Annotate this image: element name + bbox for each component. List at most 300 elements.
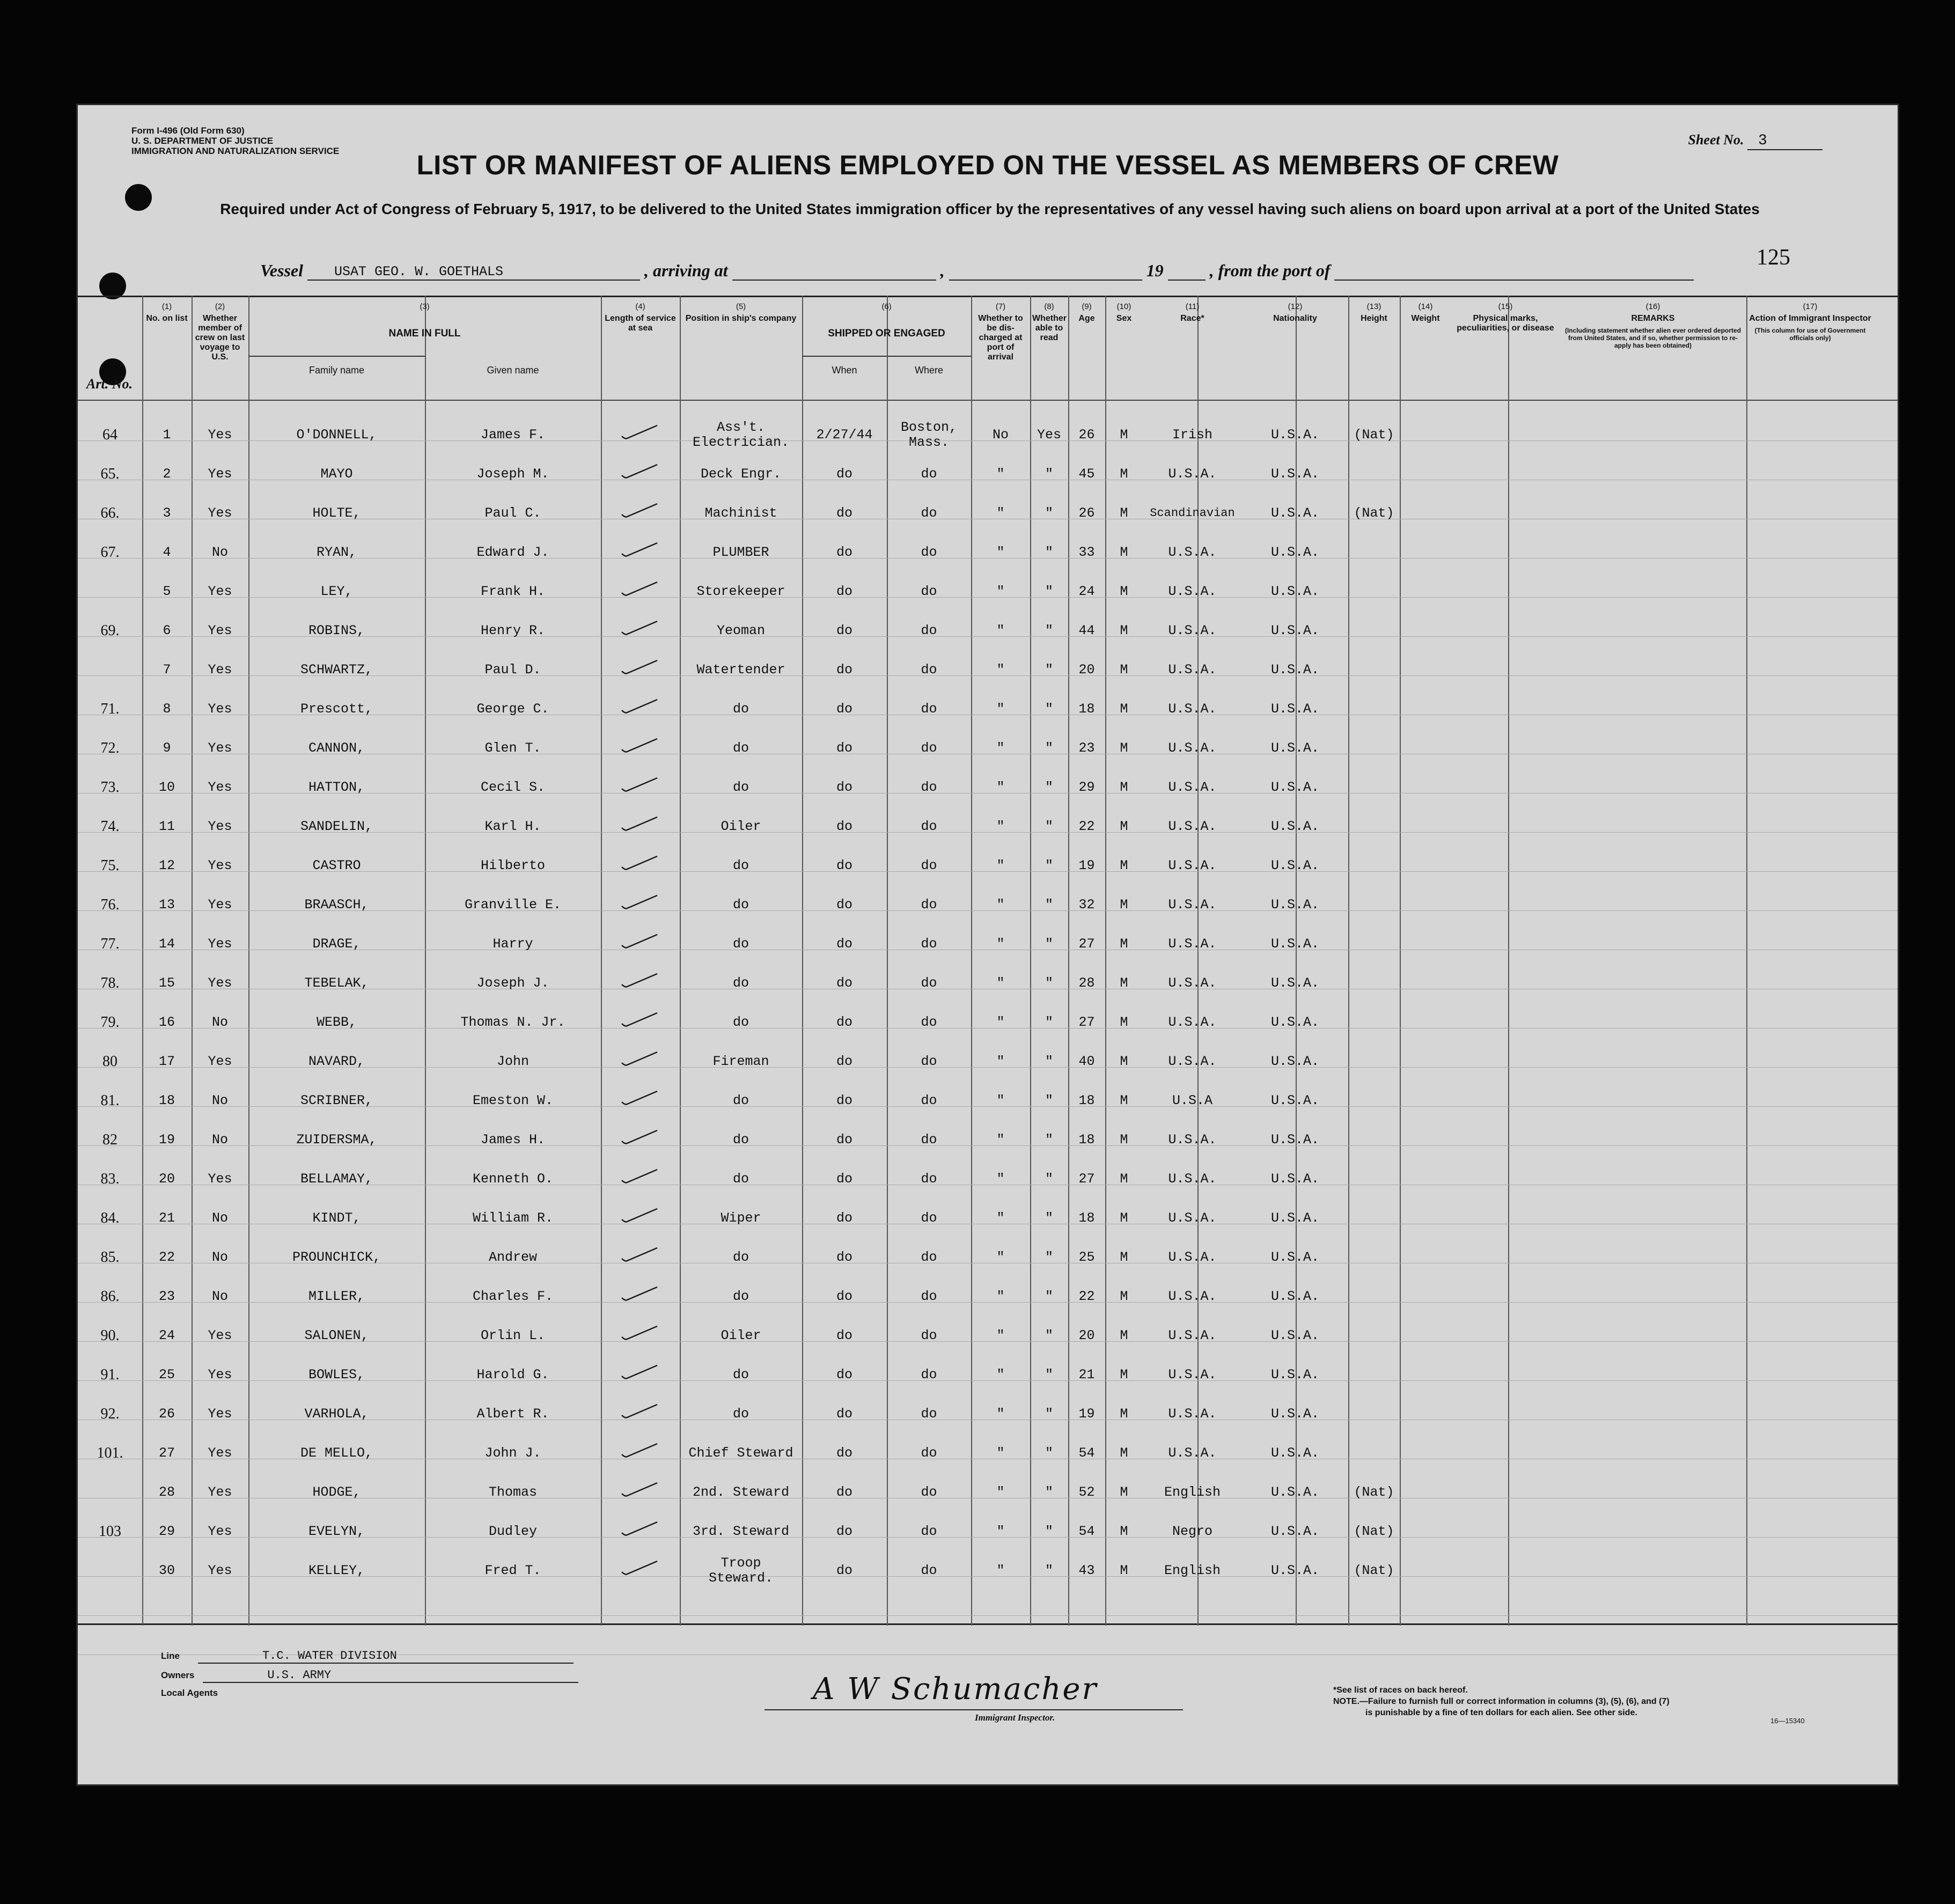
- cell-when: do: [836, 623, 852, 638]
- cell-given: William R.: [472, 1210, 554, 1226]
- cell-race: U.S.A.: [1168, 1015, 1217, 1030]
- column-rule: [1068, 296, 1069, 1626]
- cell-race: U.S.A.: [1168, 975, 1217, 991]
- cell-when: do: [836, 858, 852, 873]
- service-check-mark: [620, 1402, 659, 1421]
- cell-where: do: [921, 1367, 937, 1383]
- cell-disch: ": [996, 1524, 1005, 1539]
- cell-family: CANNON,: [308, 740, 365, 756]
- cell-given: Dudley: [488, 1524, 537, 1539]
- cell-where: do: [921, 1563, 937, 1578]
- cell-where: do: [921, 466, 937, 482]
- cell-sex: M: [1120, 740, 1128, 756]
- local-agents-label: Local Agents: [161, 1688, 218, 1698]
- cell-where: do: [921, 1210, 937, 1226]
- cell-family: KINDT,: [312, 1210, 361, 1226]
- cell-height: (Nat): [1354, 505, 1394, 521]
- cell-prev: Yes: [208, 1484, 232, 1500]
- cell-when: do: [836, 584, 852, 599]
- cell-where: do: [921, 662, 937, 678]
- cell-height: (Nat): [1354, 427, 1394, 443]
- service-check-mark: [620, 1128, 659, 1146]
- cell-nat: U.S.A.: [1270, 1132, 1319, 1148]
- cell-disch: ": [996, 1210, 1005, 1226]
- cell-when: do: [836, 505, 852, 521]
- cell-where: do: [921, 1249, 937, 1265]
- cell-where: do: [921, 1054, 937, 1069]
- cell-nat: U.S.A.: [1270, 740, 1319, 756]
- cell-given: Harold G.: [476, 1367, 549, 1383]
- cell-no: 24: [158, 1328, 175, 1343]
- cell-read: ": [1045, 1054, 1053, 1069]
- service-check-mark: [620, 1050, 659, 1068]
- cell-sex: M: [1120, 466, 1128, 482]
- header-col12-number: (12): [1288, 302, 1303, 311]
- races-note: *See list of races on back hereof.: [1333, 1686, 1468, 1695]
- inspector-signature: A W Schumacher: [813, 1672, 1098, 1707]
- cell-when: do: [836, 662, 852, 678]
- cell-prev: Yes: [208, 1563, 232, 1578]
- cell-nat: U.S.A.: [1270, 1171, 1319, 1187]
- service-check-mark: [620, 697, 659, 716]
- cell-age: 18: [1078, 1210, 1095, 1226]
- page-title: LIST OR MANIFEST OF ALIENS EMPLOYED ON THE VESSEL AS MEMBERS OF CREW: [416, 150, 1559, 180]
- arriving-field: [732, 280, 936, 281]
- cell-sex: M: [1120, 975, 1128, 991]
- cell-art: 72.: [100, 740, 120, 756]
- cell-race: U.S.A.: [1168, 623, 1217, 638]
- cell-family: SCHWARTZ,: [300, 662, 373, 678]
- cell-age: 18: [1078, 1132, 1095, 1148]
- cell-art: 66.: [100, 505, 120, 521]
- stamp-number: 125: [1756, 245, 1790, 270]
- service-check-mark: [620, 541, 659, 559]
- service-check-mark: [620, 1442, 659, 1460]
- cell-prev: Yes: [208, 427, 232, 443]
- cell-no: 30: [158, 1563, 175, 1578]
- cell-pos: do: [732, 1406, 749, 1422]
- cell-disch: ": [996, 740, 1005, 756]
- cell-disch: ": [996, 545, 1005, 560]
- cell-age: 44: [1078, 623, 1095, 638]
- header-col12-title: Nationality: [1273, 314, 1317, 323]
- service-check-mark: [620, 502, 659, 520]
- header-col7-number: (7): [995, 302, 1006, 311]
- cell-family: TEBELAK,: [304, 975, 369, 991]
- cell-sex: M: [1120, 1093, 1128, 1108]
- cell-given: Karl H.: [484, 819, 541, 834]
- cell-no: 3: [163, 505, 171, 521]
- cell-disch: ": [996, 1289, 1005, 1304]
- header-col11-number: (11): [1185, 302, 1200, 311]
- cell-read: ": [1045, 1406, 1053, 1422]
- cell-disch: ": [996, 975, 1005, 991]
- cell-height: (Nat): [1354, 1524, 1394, 1539]
- cell-read: ": [1045, 1171, 1053, 1187]
- cell-sex: M: [1120, 1367, 1128, 1383]
- cell-nat: U.S.A.: [1270, 1054, 1319, 1069]
- cell-where: do: [921, 1289, 937, 1304]
- owners-value: U.S. ARMY: [203, 1668, 578, 1683]
- cell-when: do: [836, 1328, 852, 1343]
- header-col2-title: Whether member of crew on last voyage to U.S.: [195, 314, 245, 362]
- cell-read: ": [1045, 1328, 1053, 1343]
- cell-art: 85.: [100, 1249, 120, 1266]
- cell-nat: U.S.A.: [1270, 584, 1319, 599]
- cell-given: Cecil S.: [480, 780, 546, 795]
- cell-race: U.S.A.: [1168, 1210, 1217, 1226]
- header-col15-number: (15): [1498, 302, 1513, 311]
- cell-nat: U.S.A.: [1270, 897, 1319, 913]
- owners-label: Owners: [161, 1670, 195, 1680]
- cell-no: 12: [158, 858, 175, 873]
- cell-given: Paul C.: [484, 505, 541, 521]
- cell-pos: do: [732, 1249, 749, 1265]
- cell-prev: Yes: [208, 936, 232, 952]
- cell-where: do: [921, 780, 937, 795]
- header-col5-title: Position in ship's company: [685, 314, 797, 323]
- cell-pos: do: [732, 701, 749, 717]
- cell-given: Hilberto: [480, 858, 546, 873]
- cell-art: 67.: [100, 544, 120, 561]
- cell-prev: Yes: [208, 662, 232, 678]
- cell-art: 91.: [100, 1366, 120, 1383]
- service-check-mark: [620, 1207, 659, 1225]
- cell-sex: M: [1120, 545, 1128, 560]
- cell-given: Charles F.: [472, 1289, 554, 1304]
- cell-disch: ": [996, 1171, 1005, 1187]
- cell-given: Joseph M.: [476, 466, 549, 482]
- cell-art: 73.: [100, 779, 120, 796]
- cell-race: U.S.A.: [1168, 1328, 1217, 1343]
- cell-age: 18: [1078, 701, 1095, 717]
- cell-prev: No: [211, 545, 228, 560]
- cell-disch: ": [996, 1484, 1005, 1500]
- cell-nat: U.S.A.: [1270, 701, 1319, 717]
- cell-where: do: [921, 1484, 937, 1500]
- cell-prev: Yes: [208, 897, 232, 913]
- cell-pos: Machinist: [704, 505, 777, 521]
- cell-no: 16: [158, 1015, 175, 1030]
- cell-sex: M: [1120, 584, 1128, 599]
- cell-nat: U.S.A.: [1270, 1484, 1319, 1500]
- cell-when: 2/27/44: [816, 427, 873, 443]
- service-check-mark: [620, 619, 659, 637]
- cell-where: do: [921, 936, 937, 952]
- cell-race: U.S.A.: [1168, 936, 1217, 952]
- cell-when: do: [836, 1289, 852, 1304]
- header-col8-title: Whether able to read: [1032, 314, 1067, 342]
- cell-disch: ": [996, 1563, 1005, 1578]
- cell-age: 33: [1078, 545, 1095, 560]
- penalty-note-cont: is punishable by a fine of ten dollars for each alien. See other side.: [1365, 1708, 1637, 1717]
- cell-given: James F.: [480, 427, 546, 443]
- cell-family: VARHOLA,: [304, 1406, 369, 1422]
- name-subheader-rule: [248, 356, 425, 357]
- footer-notes: [1333, 1685, 1843, 1718]
- cell-read: ": [1045, 466, 1053, 482]
- cell-race: Negro: [1172, 1524, 1212, 1539]
- cell-when: do: [836, 975, 852, 991]
- cell-nat: U.S.A.: [1270, 466, 1319, 482]
- cell-family: DRAGE,: [312, 936, 361, 952]
- cell-read: ": [1045, 780, 1053, 795]
- cell-pos: do: [732, 897, 749, 913]
- cell-race: U.S.A.: [1168, 466, 1217, 482]
- cell-nat: U.S.A.: [1270, 1015, 1319, 1030]
- cell-age: 19: [1078, 1406, 1095, 1422]
- service-check-mark: [620, 580, 659, 598]
- cell-nat: U.S.A.: [1270, 427, 1319, 443]
- cell-race: U.S.A.: [1168, 1445, 1217, 1461]
- cell-where: do: [921, 545, 937, 560]
- cell-family: PROUNCHICK,: [292, 1249, 381, 1265]
- header-col9-title: Age: [1078, 314, 1095, 323]
- cell-race: U.S.A.: [1168, 897, 1217, 913]
- cell-age: 27: [1078, 936, 1095, 952]
- cell-race: U.S.A.: [1168, 1249, 1217, 1265]
- cell-given: Kenneth O.: [472, 1171, 554, 1187]
- cell-prev: Yes: [208, 858, 232, 873]
- cell-where: do: [921, 584, 937, 599]
- cell-family: CASTRO: [312, 858, 361, 873]
- cell-sex: M: [1120, 1484, 1128, 1500]
- cell-no: 19: [158, 1132, 175, 1148]
- cell-where-line2: Mass.: [908, 435, 949, 450]
- header-col7-title: Whether to be dis-charged at port of arrival: [978, 314, 1023, 362]
- header-col16-title: REMARKS: [1631, 314, 1675, 323]
- cell-pos: Oiler: [721, 1328, 761, 1343]
- cell-pos: Ass't.: [716, 420, 765, 435]
- header-where: Where: [914, 365, 943, 376]
- cell-read: ": [1045, 1210, 1053, 1226]
- cell-art: 103: [99, 1523, 121, 1540]
- header-col6-number: (6): [881, 302, 892, 311]
- cell-prev: Yes: [208, 1445, 232, 1461]
- cell-read: ": [1045, 1563, 1053, 1578]
- cell-art: 90.: [100, 1327, 120, 1344]
- cell-where: do: [921, 505, 937, 521]
- cell-no: 5: [163, 584, 171, 599]
- cell-no: 28: [158, 1484, 175, 1500]
- cell-family: KELLEY,: [308, 1563, 365, 1578]
- column-rule: [601, 296, 602, 1626]
- cell-family: NAVARD,: [308, 1054, 365, 1069]
- cell-pos: 3rd. Steward: [692, 1524, 790, 1539]
- cell-pos: Yeoman: [716, 623, 765, 638]
- cell-pos: do: [732, 1367, 749, 1383]
- shipped-split-rule: [887, 356, 888, 400]
- cell-sex: M: [1120, 1563, 1128, 1578]
- cell-when: do: [836, 1210, 852, 1226]
- cell-read: ": [1045, 1524, 1053, 1539]
- cell-read: ": [1045, 819, 1053, 834]
- cell-family: SCRIBNER,: [300, 1093, 373, 1108]
- cell-disch: ": [996, 1328, 1005, 1343]
- cell-nat: U.S.A.: [1270, 1210, 1319, 1226]
- cell-when: do: [836, 701, 852, 717]
- cell-no: 27: [158, 1445, 175, 1461]
- cell-prev: Yes: [208, 740, 232, 756]
- column-rule: [971, 296, 972, 1626]
- cell-age: 27: [1078, 1171, 1095, 1187]
- cell-where: do: [921, 1093, 937, 1108]
- cell-read: ": [1045, 1289, 1053, 1304]
- service-check-mark: [620, 776, 659, 794]
- cell-no: 7: [163, 662, 171, 678]
- header-col10-title: Sex: [1116, 314, 1132, 323]
- cell-age: 21: [1078, 1367, 1095, 1383]
- cell-where: do: [921, 1524, 937, 1539]
- cell-no: 6: [163, 623, 171, 638]
- service-check-mark: [620, 1520, 659, 1538]
- cell-prev: Yes: [208, 623, 232, 638]
- cell-art: 79.: [100, 1014, 120, 1031]
- cell-pos: do: [732, 780, 749, 795]
- cell-no: 14: [158, 936, 175, 952]
- cell-given: Henry R.: [480, 623, 546, 638]
- cell-prev: Yes: [208, 1171, 232, 1187]
- department-name: U. S. DEPARTMENT OF JUSTICE: [131, 136, 274, 146]
- service-check-mark: [620, 854, 659, 872]
- cell-art: 76.: [100, 896, 120, 913]
- service-check-mark: [620, 1167, 659, 1186]
- cell-family: WEBB,: [316, 1015, 357, 1030]
- service-check-mark: [620, 815, 659, 833]
- column-rule: [425, 296, 426, 1626]
- cell-sex: M: [1120, 858, 1128, 873]
- cell-nat: U.S.A.: [1270, 623, 1319, 638]
- cell-given: Emeston W.: [472, 1093, 554, 1108]
- header-col13-number: (13): [1366, 302, 1381, 311]
- cell-pos: 2nd. Steward: [692, 1484, 790, 1500]
- service-check-mark: [620, 972, 659, 990]
- cell-pos: do: [732, 1093, 749, 1108]
- cell-nat: U.S.A.: [1270, 1093, 1319, 1108]
- cell-family: HATTON,: [308, 780, 365, 795]
- cell-where: do: [921, 858, 937, 873]
- cell-nat: U.S.A.: [1270, 1367, 1319, 1383]
- cell-when: do: [836, 1524, 852, 1539]
- cell-given: Fred T.: [484, 1563, 541, 1578]
- cell-disch: ": [996, 1093, 1005, 1108]
- cell-pos: do: [732, 1289, 749, 1304]
- cell-race: English: [1164, 1484, 1221, 1500]
- cell-pos: do: [732, 858, 749, 873]
- cell-art: 65.: [100, 466, 120, 482]
- from-port-label: , from the port of: [1209, 261, 1331, 280]
- cell-read: ": [1045, 1484, 1053, 1500]
- cell-age: 26: [1078, 427, 1095, 443]
- footer-block: [161, 1649, 578, 1707]
- cell-where: do: [921, 1015, 937, 1030]
- cell-no: 8: [163, 701, 171, 717]
- sheet-number: [1688, 132, 1823, 150]
- cell-prev: Yes: [208, 701, 232, 717]
- cell-disch: ": [996, 1406, 1005, 1422]
- cell-sex: M: [1120, 1289, 1128, 1304]
- cell-where: do: [921, 1132, 937, 1148]
- header-col6-title: SHIPPED OR ENGAGED: [828, 328, 945, 339]
- cell-when: do: [836, 1484, 852, 1500]
- cell-prev: Yes: [208, 780, 232, 795]
- cell-age: 22: [1078, 1289, 1095, 1304]
- cell-given: John J.: [484, 1445, 541, 1461]
- header-given-name: Given name: [487, 365, 539, 376]
- cell-race: U.S.A.: [1168, 1171, 1217, 1187]
- cell-prev: Yes: [208, 1524, 232, 1539]
- cell-given: Frank H.: [480, 584, 546, 599]
- cell-read: ": [1045, 936, 1053, 952]
- header-col3-title: NAME IN FULL: [388, 328, 461, 339]
- column-rule: [680, 296, 681, 1626]
- cell-disch: ": [996, 936, 1005, 952]
- cell-read: ": [1045, 584, 1053, 599]
- cell-where: do: [921, 701, 937, 717]
- inspector-label: Immigrant Inspector.: [975, 1712, 1055, 1723]
- cell-when: do: [836, 740, 852, 756]
- cell-pos: Oiler: [721, 819, 761, 834]
- vessel-label: Vessel: [260, 261, 303, 280]
- year-label: 19: [1146, 261, 1164, 280]
- cell-age: 29: [1078, 780, 1095, 795]
- cell-read: ": [1045, 701, 1053, 717]
- cell-family: ROBINS,: [308, 623, 365, 638]
- cell-no: 18: [158, 1093, 175, 1108]
- date-field: [949, 280, 1142, 281]
- header-col13-title: Height: [1361, 314, 1387, 323]
- cell-nat: U.S.A.: [1270, 1328, 1319, 1343]
- cell-art: 80: [102, 1053, 117, 1070]
- cell-family: BOWLES,: [308, 1367, 365, 1383]
- cell-prev: Yes: [208, 1367, 232, 1383]
- column-rule: [1508, 296, 1509, 1626]
- cell-race: U.S.A.: [1168, 1367, 1217, 1383]
- cell-age: 25: [1078, 1249, 1095, 1265]
- cell-art: 69.: [100, 622, 120, 639]
- cell-given: Andrew: [488, 1249, 537, 1265]
- cell-nat: U.S.A.: [1270, 858, 1319, 873]
- cell-nat: U.S.A.: [1270, 545, 1319, 560]
- cell-age: 18: [1078, 1093, 1095, 1108]
- header-col5-number: (5): [736, 302, 746, 311]
- cell-race: U.S.A.: [1168, 545, 1217, 560]
- cell-race: U.S.A.: [1168, 780, 1217, 795]
- cell-pos: do: [732, 975, 749, 991]
- cell-family: Prescott,: [300, 701, 373, 717]
- cell-age: 45: [1078, 466, 1095, 482]
- cell-family: HODGE,: [312, 1484, 361, 1500]
- column-rule: [1746, 296, 1747, 1626]
- cell-read: ": [1045, 1249, 1053, 1265]
- cell-pos: do: [732, 936, 749, 952]
- cell-sex: M: [1120, 1445, 1128, 1461]
- header-col14-title: Weight: [1411, 314, 1440, 323]
- cell-race: Scandinavian: [1150, 506, 1235, 520]
- cell-disch: No: [992, 427, 1009, 443]
- cell-pos: Deck Engr.: [700, 466, 782, 482]
- cell-pos: Fireman: [712, 1054, 769, 1069]
- cell-when: do: [836, 1406, 852, 1422]
- header-col8-number: (8): [1044, 302, 1054, 311]
- cell-no: 23: [158, 1289, 175, 1304]
- header-family-name: Family name: [308, 365, 365, 376]
- cell-disch: ": [996, 1249, 1005, 1265]
- page-subtitle: Required under Act of Congress of February 5, 1917, to be delivered to the United States immigration officer by the representatives of any vessel having such aliens on board upon arrival at a port of the United States: [220, 201, 1760, 217]
- cell-disch: ": [996, 819, 1005, 834]
- cell-sex: M: [1120, 662, 1128, 678]
- cell-sex: M: [1120, 505, 1128, 521]
